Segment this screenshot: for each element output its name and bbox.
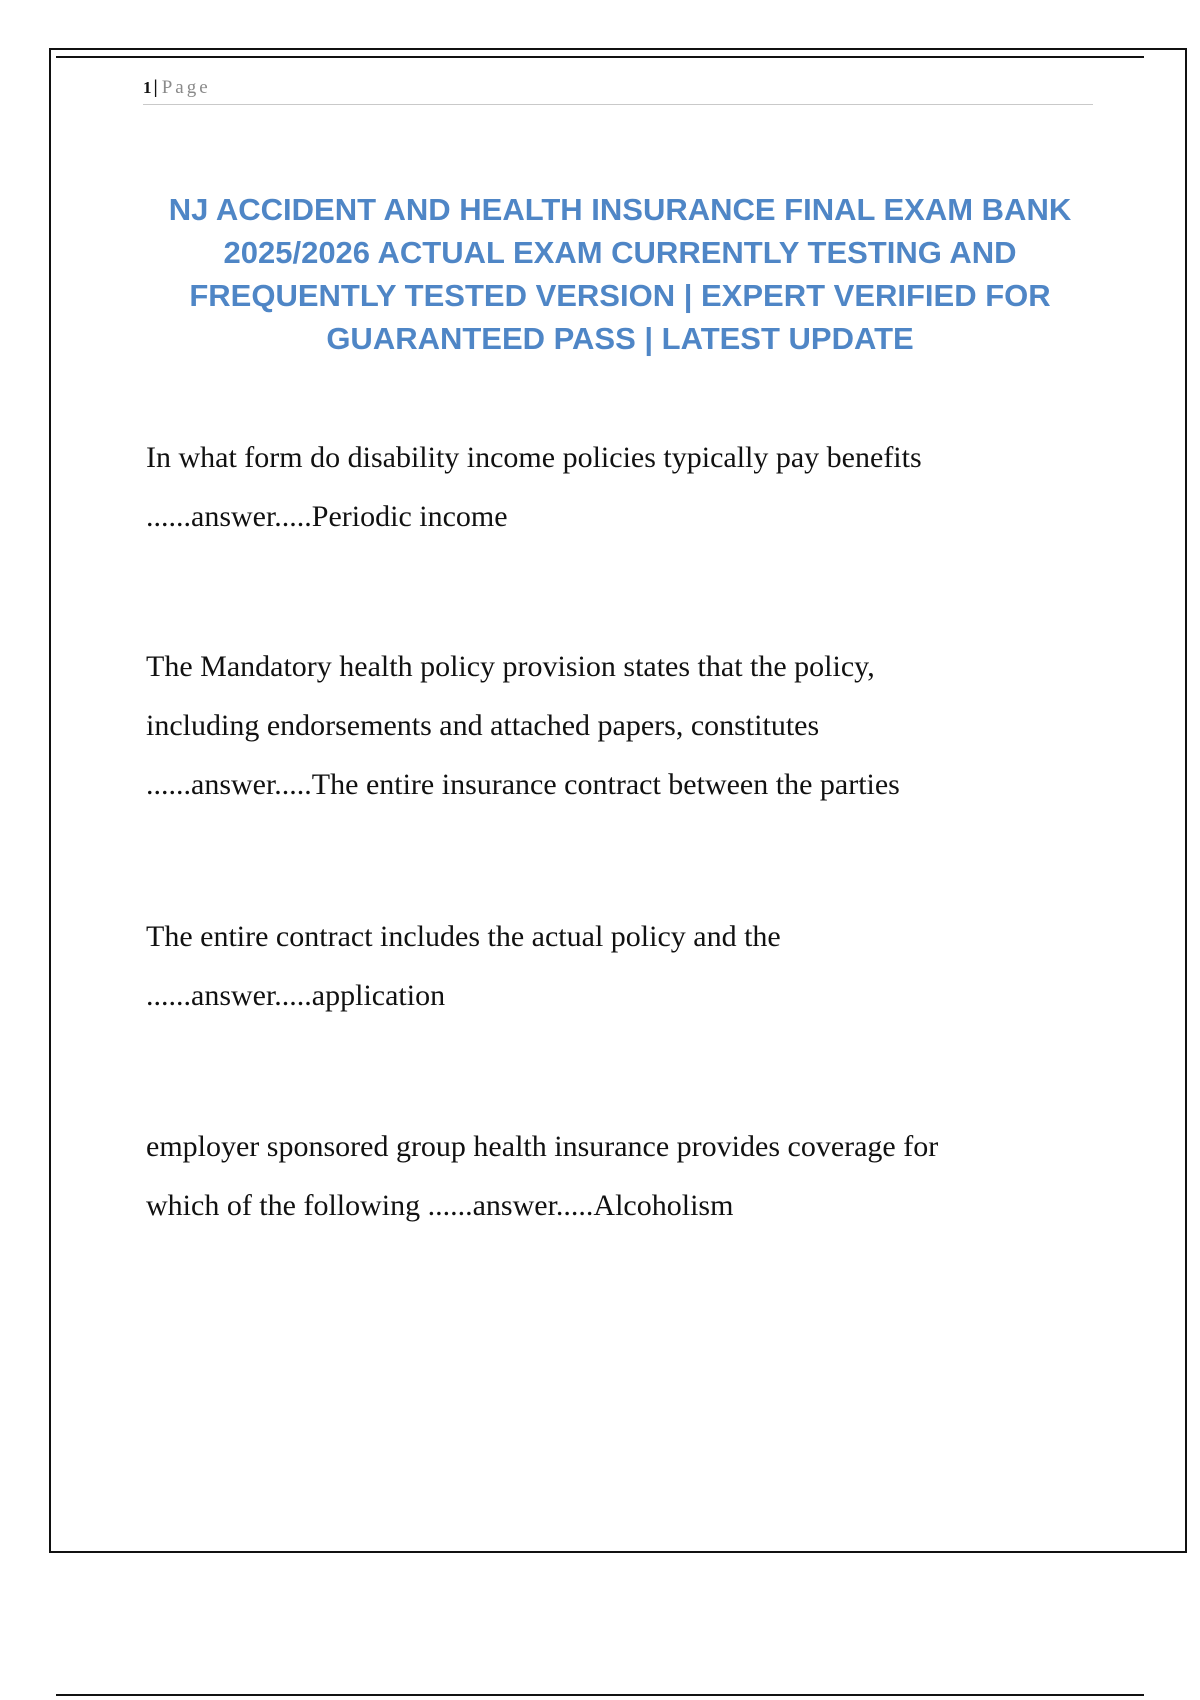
question-answer-3: The entire contract includes the actual policy and the ......answer.....application [146,920,781,1012]
question-answer-1: In what form do disability income policies typically pay benefits ......answer.....Periodic income [146,441,922,533]
top-border-rule [56,56,1144,58]
question-answer-4: employer sponsored group health insurance provides coverage for which of the following ......answer.....Alcoholism [146,1130,939,1222]
document-title: NJ ACCIDENT AND HEALTH INSURANCE FINAL EXAM BANK 2025/2026 ACTUAL EXAM CURRENTLY TESTING AND FREQUENTLY TESTED VERSION | EXPERT VERIFIED FOR GUARANTEED PASS | LATEST UPDATE [168,192,1072,356]
page-label: Page [161,77,211,98]
page-number: 1 [143,78,152,97]
page-header [143,72,1093,105]
page-number-separator: | [153,77,158,98]
next-page-top-rule [56,1694,1144,1696]
question-answer-2: The Mandatory health policy provision states that the policy, including endorsements and attached papers, constitutes ......answer.....The entire insurance contract between the parties [146,650,900,801]
